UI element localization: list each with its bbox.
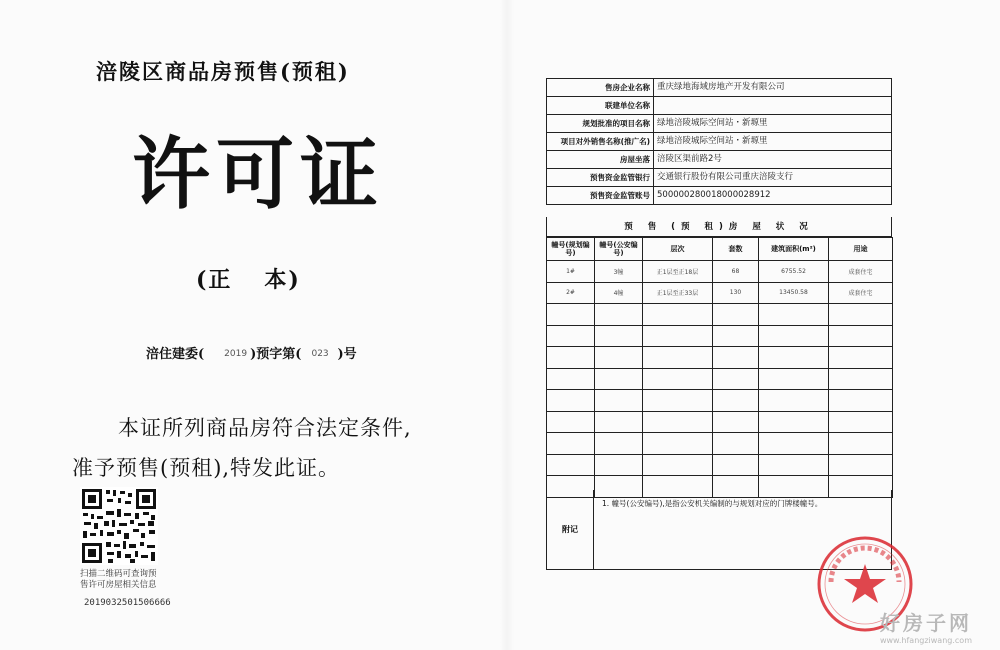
qr-caption-1: 扫描二维码可查询预 — [80, 569, 157, 579]
empty-row — [547, 411, 893, 433]
table-row — [547, 261, 893, 283]
empty-row — [547, 433, 893, 455]
empty-row — [547, 390, 893, 412]
watermark-url: www.hfangziwang.com — [879, 636, 972, 645]
empty-row — [547, 304, 893, 326]
info-value: 500000280018000028912 — [654, 187, 892, 205]
units-header-row — [547, 238, 893, 261]
table-cell: 130 — [713, 282, 759, 304]
col-header-area: 建筑面积(m²) — [759, 238, 829, 261]
info-value: 交通银行股份有限公司重庆涪陵支行 — [654, 169, 892, 187]
empty-row — [547, 325, 893, 347]
annex-note: 1. 幢号(公安编号),是指公安机关编制的与规划对应的门牌楼幢号。 — [602, 499, 823, 508]
copy-open: (正 — [196, 267, 233, 293]
certificate-subtitle: 涪陵区商品房预售(预租) — [96, 59, 350, 84]
qr-caption-2: 售许可房屋相关信息 — [80, 580, 157, 590]
info-value: 重庆绿地海域房地产开发有限公司 — [654, 79, 892, 97]
table-cell: 正1层至正33层 — [643, 282, 713, 304]
info-value: 绿地涪陵城际空间站・新塬里 — [654, 115, 892, 133]
original-copy-mark — [196, 263, 301, 294]
empty-row — [547, 347, 893, 369]
info-value: 涪陵区渠前路2号 — [654, 151, 892, 169]
certificate-title: 许可证 — [132, 129, 385, 220]
info-label: 规划批准的项目名称 — [547, 115, 654, 133]
info-label: 项目对外销售名称(推广名) — [547, 133, 654, 151]
permit-suffix: )号 — [337, 347, 357, 362]
info-label: 联建单位名称 — [547, 97, 654, 115]
page-fold — [500, 0, 514, 650]
table-cell: 1# — [547, 261, 595, 283]
info-row — [547, 97, 892, 115]
col-header-usage: 用途 — [829, 238, 893, 261]
watermark-brand: 好房子网 — [880, 611, 972, 635]
copy-close: 本) — [264, 267, 301, 293]
permit-middle: )预字第( — [250, 347, 302, 362]
annex-label: 附记 — [547, 490, 594, 569]
permit-year: 2019 — [224, 349, 248, 359]
col-header-floors: 层次 — [643, 238, 713, 261]
units-table — [546, 237, 893, 498]
table-cell: 成套住宅 — [829, 261, 893, 283]
col-header-police-building: 幢号(公安编号) — [595, 238, 643, 261]
info-label: 房屋坐落 — [547, 151, 654, 169]
presale-status-header: 预 售 (预 租)房 屋 状 况 — [546, 217, 892, 237]
info-value: 绿地涪陵城际空间站・新塬里 — [654, 133, 892, 151]
col-header-units: 套数 — [713, 238, 759, 261]
table-cell: 正1层至正18层 — [643, 261, 713, 283]
col-header-plan-building: 幢号(规划编号) — [547, 238, 595, 261]
site-watermark — [880, 607, 972, 645]
info-row — [547, 187, 892, 205]
table-cell: 68 — [713, 261, 759, 283]
serial-number: 2019032501506666 — [84, 598, 171, 608]
permit-number — [146, 343, 357, 362]
info-row — [547, 151, 892, 169]
table-cell: 4幢 — [595, 282, 643, 304]
permit-no: 023 — [311, 349, 329, 359]
company-info-table — [546, 78, 892, 205]
qr-code[interactable] — [80, 487, 158, 565]
table-cell: 3幢 — [595, 261, 643, 283]
permit-prefix: 涪住建委( — [146, 347, 205, 362]
info-row — [547, 115, 892, 133]
info-label: 预售资金监管账号 — [547, 187, 654, 205]
info-row — [547, 133, 892, 151]
empty-row — [547, 454, 893, 476]
info-row — [547, 169, 892, 187]
table-row — [547, 282, 893, 304]
info-value — [654, 97, 892, 115]
info-row — [547, 79, 892, 97]
statement-line-1: 本证所列商品房符合法定条件, — [118, 416, 412, 440]
table-cell: 13450.58 — [759, 282, 829, 304]
info-label: 售房企业名称 — [547, 79, 654, 97]
info-label: 预售资金监管银行 — [547, 169, 654, 187]
table-cell: 6755.52 — [759, 261, 829, 283]
table-cell: 2# — [547, 282, 595, 304]
statement-line-2: 准予预售(预租),特发此证。 — [72, 456, 341, 480]
table-cell: 成套住宅 — [829, 282, 893, 304]
empty-row — [547, 368, 893, 390]
